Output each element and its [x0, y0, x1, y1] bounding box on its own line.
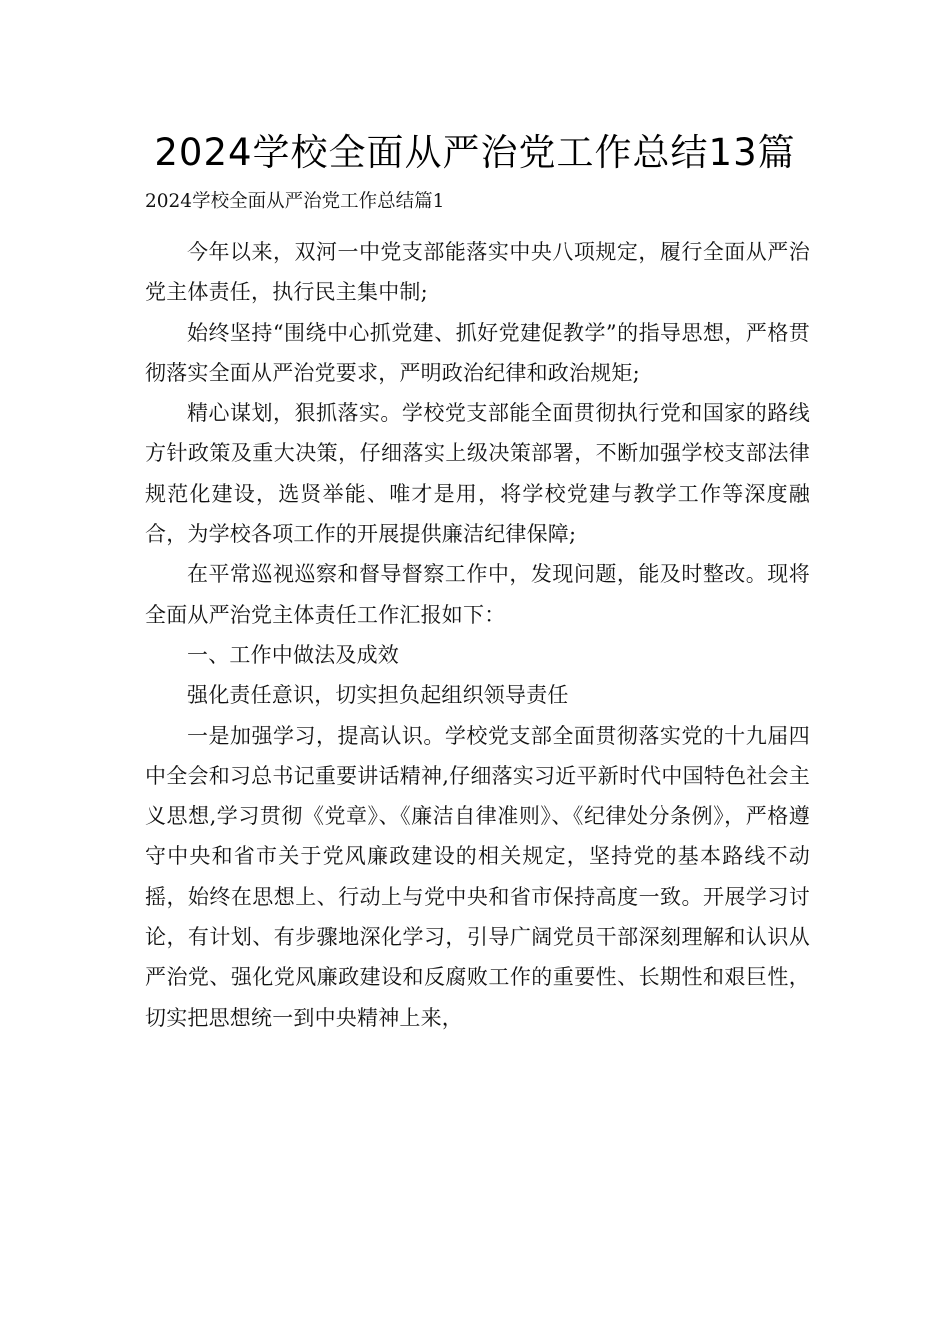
document-title: 2024学校全面从严治党工作总结13篇 [154, 131, 796, 174]
paragraph: 今年以来，双河一中党支部能落实中央八项规定，履行全面从严治党主体责任，执行民主集中制; [145, 240, 810, 305]
subsection-heading: 强化责任意识，切实担负起组织领导责任 [187, 683, 569, 708]
paragraph: 一是加强学习，提高认识。学校党支部全面贯彻落实党的十九届四中全会和习总书记重要讲话精神,仔细落实习近平新时代中国特色社会主义思想,学习贯彻《党章》、《廉洁自律准则》、《纪律处分条例》，严格遵守中央和省市关于党风廉政建设的相关规定，坚持党的基本路线不动摇，始终在思想上、行动上与党中央和省市保持高度一致。开展学习讨论，有计划、有步骤地深化学习，引导广阔党员干部深刻理解和认识从严治党、强化党风廉政建设和反腐败工作的重要性、长期性和艰巨性，切实把思想统一到中央精神上来， [145, 723, 810, 1030]
paragraph: 精心谋划，狠抓落实。学校党支部能全面贯彻执行党和国家的路线方针政策及重大决策，仔细落实上级决策部署，不断加强学校支部法律规范化建设，选贤举能、唯才是用，将学校党建与教学工作等深度融合，为学校各项工作的开展提供廉洁纪律保障; [145, 401, 810, 547]
section-heading: 一、工作中做法及成效 [187, 642, 399, 667]
document-body [145, 232, 810, 1038]
paragraph: 始终坚持“围绕中心抓党建、抓好党建促教学”的指导思想，严格贯彻落实全面从严治党要求，严明政治纪律和政治规矩; [145, 320, 810, 385]
document-subtitle: 2024学校全面从严治党工作总结篇1 [145, 191, 445, 212]
paragraph: 在平常巡视巡察和督导督察工作中，发现问题，能及时整改。现将全面从严治党主体责任工作汇报如下： [145, 562, 810, 627]
